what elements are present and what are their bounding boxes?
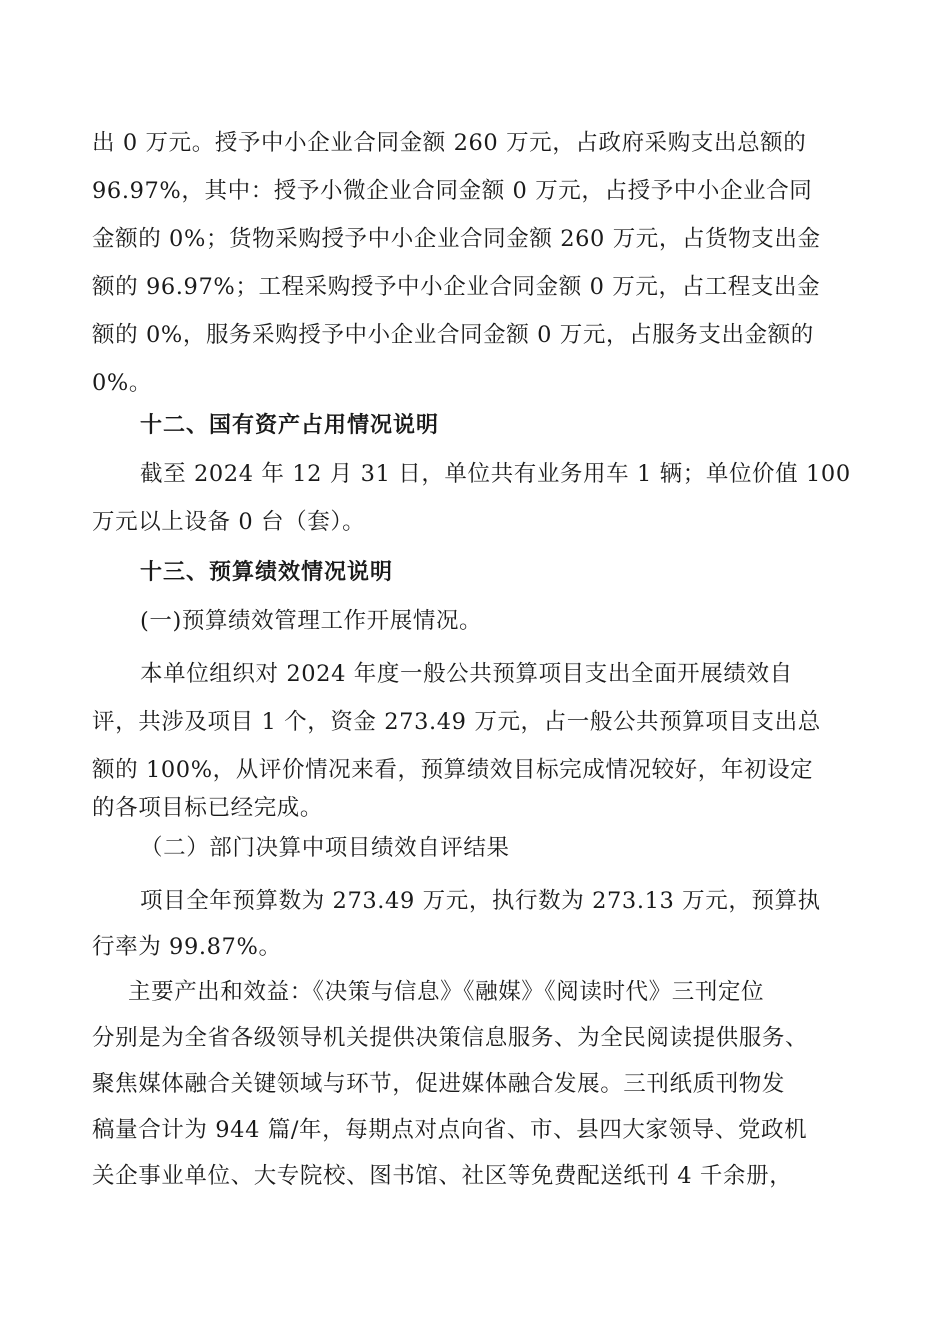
text-line: 截至 2024 年 12 月 31 日，单位共有业务用车 1 辆；单位价值 100 [140, 461, 851, 487]
text-line: 聚焦媒体融合关键领域与环节，促进媒体融合发展。三刊纸质刊物发 [92, 1071, 786, 1097]
text-line: 本单位组织对 2024 年度一般公共预算项目支出全面开展绩效自 [140, 661, 793, 687]
text-line: 行率为 99.87%。 [92, 934, 282, 960]
section-heading: 十三、预算绩效情况说明 [140, 560, 394, 585]
text-line: 分别是为全省各级领导机关提供决策信息服务、为全民阅读提供服务、 [92, 1025, 809, 1051]
text-line: 金额的 0%；货物采购授予中小企业合同金额 260 万元，占货物支出金 [92, 226, 821, 252]
subsection-heading: （二）部门决算中项目绩效自评结果 [140, 835, 510, 861]
text-line: 项目全年预算数为 273.49 万元，执行数为 273.13 万元，预算执 [140, 888, 821, 914]
text-line: 关企事业单位、大专院校、图书馆、社区等免费配送纸刊 4 千余册， [92, 1163, 793, 1189]
text-line: 0%。 [92, 370, 152, 396]
text-line: 额的 0%，服务采购授予中小企业合同金额 0 万元，占服务支出金额的 [92, 322, 814, 348]
text-line: 96.97%，其中：授予小微企业合同金额 0 万元，占授予中小企业合同 [92, 178, 813, 204]
text-line: 额的 100%，从评价情况来看，预算绩效目标完成情况较好，年初设定 [92, 757, 814, 783]
text-line: 出 0 万元。授予中小企业合同金额 260 万元，占政府采购支出总额的 [92, 130, 807, 156]
text-line: 稿量合计为 944 篇/年，每期点对点向省、市、县四大家领导、党政机 [92, 1117, 808, 1143]
subsection-heading: (一)预算绩效管理工作开展情况。 [140, 608, 483, 634]
text-line: 主要产出和效益：《决策与信息》《融媒》《阅读时代》三刊定位 [128, 979, 765, 1005]
section-heading: 十二、国有资产占用情况说明 [140, 413, 440, 438]
text-line: 额的 96.97%；工程采购授予中小企业合同金额 0 万元，占工程支出金 [92, 274, 821, 300]
text-line: 评，共涉及项目 1 个，资金 273.49 万元，占一般公共预算项目支出总 [92, 709, 821, 735]
text-line: 万元以上设备 0 台（套）。 [92, 509, 366, 535]
text-line: 的各项目标已经完成。 [92, 795, 324, 821]
